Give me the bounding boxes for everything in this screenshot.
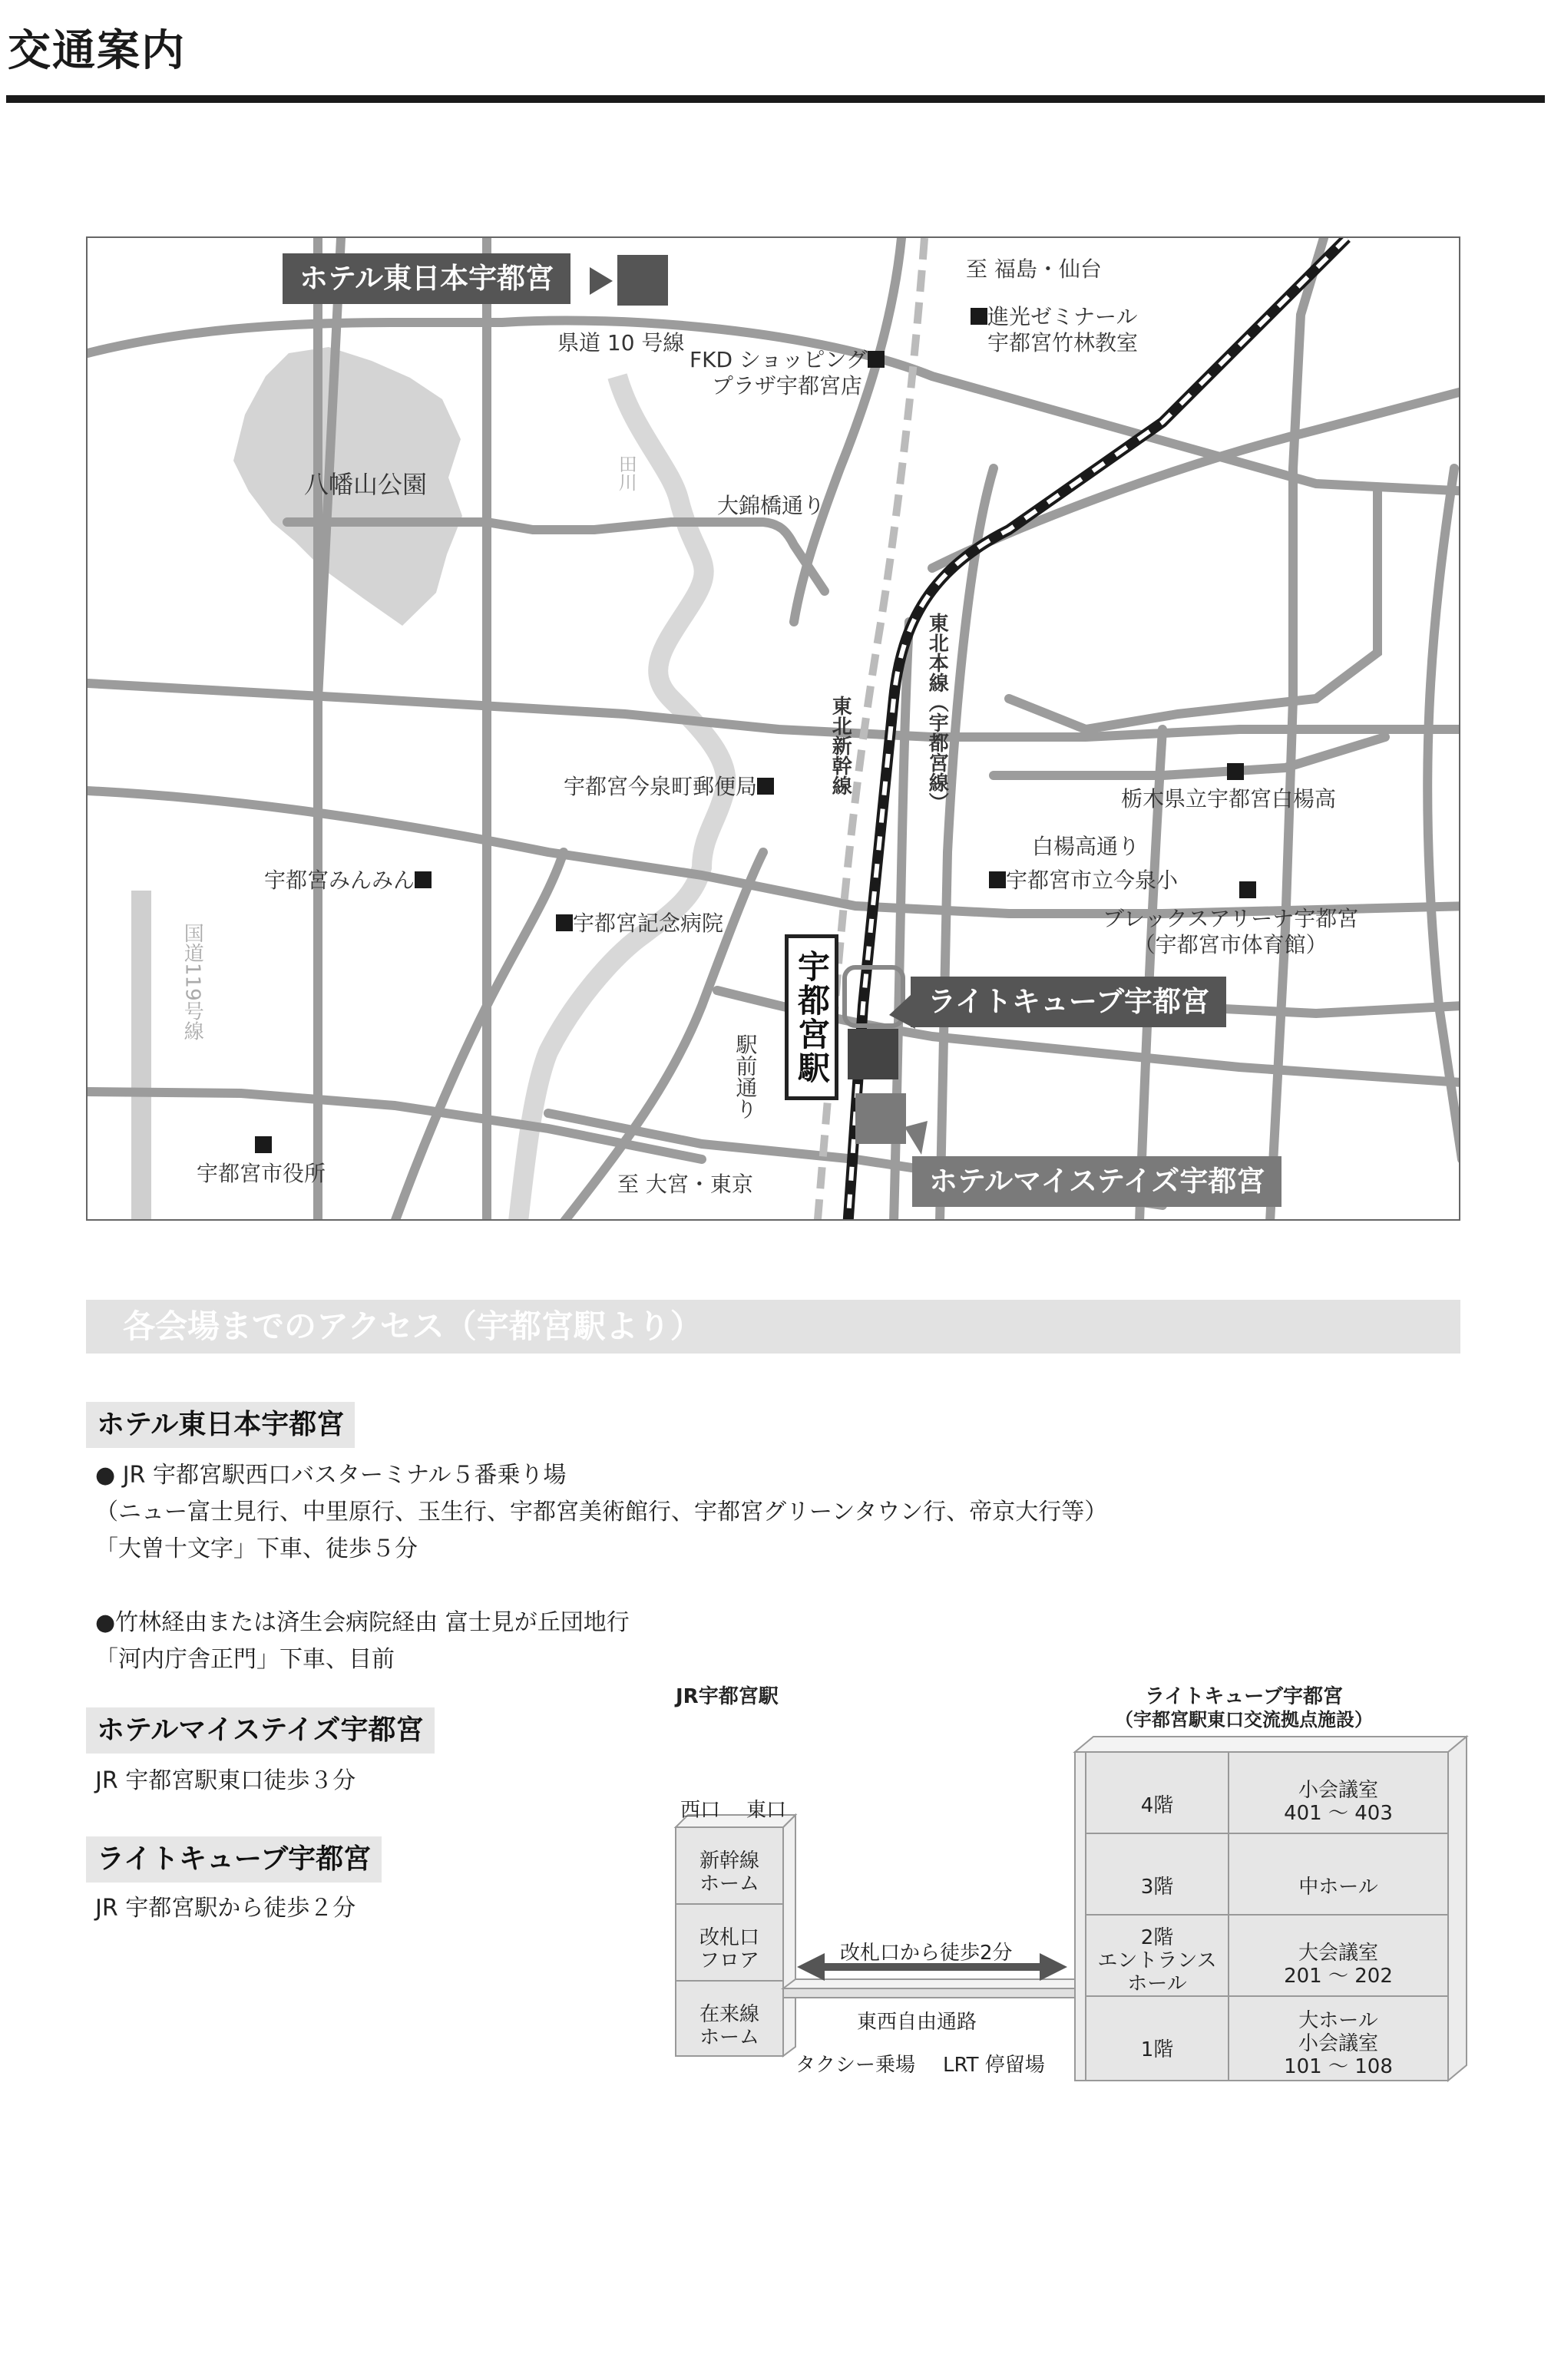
access-section-bar (86, 1300, 1460, 1354)
utsunomiya-station: 宇都宮駅 (785, 934, 838, 1100)
building-floor-4: 4階 (1140, 1794, 1174, 1817)
label-minmin: 宇都宮みんみん (264, 868, 432, 894)
poi-square (971, 308, 987, 325)
access-section-title: 各会場までのアクセス（宇都宮駅より） (123, 1307, 703, 1345)
label-shiroyama-high: 栃木県立宇都宮白楊高 (1121, 786, 1337, 812)
label-prefroad-10: 県道 10 号線 (557, 330, 685, 355)
poi-square-brex (1239, 881, 1256, 898)
building-rooms-3: 中ホール (1298, 1876, 1378, 1899)
building-floor-3: 3階 (1140, 1876, 1174, 1899)
building-top (1075, 1737, 1467, 1752)
label-hakuyo-dori: 白楊高通り (1032, 834, 1140, 859)
label-hachiman-park: 八幡山公園 (304, 470, 428, 499)
diagram-lc-title: ライトキューブ宇都宮 （宇都宮駅東口交流拠点施設） (1115, 1685, 1373, 1730)
label-memorial-hospital: 宇都宮記念病院 (556, 911, 723, 937)
building-side (1448, 1737, 1467, 2081)
label-river: 田川 (615, 455, 637, 491)
label-to-fukushima: 至 福島・仙台 (966, 256, 1102, 282)
label-tohoku-shinkansen: 東北新幹線 (828, 696, 852, 795)
station-block-side (783, 1815, 795, 2056)
poi-square (415, 871, 432, 888)
mystays-pointer (904, 1121, 928, 1155)
diagram-east-exit: 東口 (746, 1799, 787, 1822)
diagram-walk-label: 改札口から徒歩2分 (840, 1942, 1013, 1965)
building-rooms-4: 小会議室 401 ～ 403 (1284, 1779, 1393, 1825)
label-ekimae-dori: 駅前通り (733, 1033, 759, 1119)
hotel-east-pointer (590, 267, 613, 295)
venue-info-mystays: JR 宇都宮駅東口徒歩３分 (95, 1767, 356, 1794)
hotel-east-marker (617, 255, 668, 306)
building-rooms-1: 大ホール 小会議室 101 ～ 108 (1284, 2009, 1393, 2078)
poi-square-city-hall (255, 1136, 272, 1153)
diagram-lrt-label: LRT 停留場 (943, 2054, 1045, 2077)
station-floor-gate: 改札口 フロア (699, 1926, 759, 1972)
building-front-left (1075, 1752, 1086, 2081)
diagram-taxi-label: タクシー乗場 (795, 2054, 916, 2077)
mystays-tag: ホテルマイステイズ宇都宮 (912, 1156, 1281, 1207)
hotel-east-tag: ホテル東日本宇都宮 (283, 253, 570, 304)
diagram-jr-title: JR宇都宮駅 (676, 1685, 779, 1708)
poi-square (757, 778, 774, 795)
station-floor-shinkansen: 新幹線 ホーム (699, 1849, 759, 1896)
diagram-corridor-label: 東西自由通路 (857, 2011, 977, 2034)
title-rule (6, 95, 1545, 103)
light-cube-marker (848, 1029, 898, 1079)
label-brex-arena: ブレックスアリーナ宇都宮 （宇都宮市体育館） (1103, 906, 1359, 957)
poi-square-shiroyama (1227, 763, 1244, 780)
corridor-front (783, 1988, 1075, 1998)
label-city-hall: 宇都宮市役所 (197, 1161, 326, 1186)
corridor (783, 1979, 1087, 1988)
building-rooms-2: 大会議室 201 ～ 202 (1284, 1942, 1393, 1988)
poi-square (868, 351, 885, 368)
label-imaizumi-post: 宇都宮今泉町郵便局 (564, 774, 774, 800)
station-floor-local: 在来線 ホーム (699, 2003, 759, 2049)
venue-heading-light-cube: ライトキューブ宇都宮 (86, 1836, 382, 1883)
label-fkd-shopping: FKD ショッピング プラザ宇都宮店 (690, 347, 885, 398)
page-title: 交通案内 (8, 26, 186, 76)
diagram-west-exit: 西口 (680, 1799, 721, 1822)
label-onishiki-dori: 大錦橋通り (717, 493, 825, 518)
access-map (86, 236, 1460, 1221)
building-floor-2: 2階 エントランス ホール (1097, 1926, 1217, 1995)
light-cube-tag: ライトキューブ宇都宮 (911, 977, 1226, 1027)
poi-square (989, 871, 1006, 888)
label-route-119: 国道119号線 (180, 923, 204, 1041)
venue-info-light-cube: JR 宇都宮駅から徒歩２分 (95, 1895, 356, 1922)
label-tohoku-main: 東北本線（宇都宮線） (925, 613, 949, 812)
venue-info-hotel-east: ● JR 宇都宮駅西口バスターミナル５番乗り場 （ニュー富士見行、中里原行、玉生行、宇都宮美術館行、宇都宮グリーンタウン行、帝京大行等） 「大曽十文字」下車、徒歩５分 ●竹林経由または済生会病院経由 富士見が丘団地行 「河内庁舎正門」下車、目前 (95, 1462, 1108, 1673)
mystays-marker (855, 1093, 906, 1144)
building-floor-1: 1階 (1140, 2038, 1174, 2061)
label-imaizumi-elem: 宇都宮市立今泉小 (989, 868, 1178, 894)
venue-heading-mystays: ホテルマイステイズ宇都宮 (86, 1707, 435, 1754)
label-shinko-seminar: 進光ゼミナール 宇都宮竹林教室 (971, 304, 1138, 355)
poi-square (556, 914, 573, 931)
venue-heading-hotel-east: ホテル東日本宇都宮 (86, 1402, 355, 1448)
label-to-omiya: 至 大宮・東京 (617, 1172, 753, 1197)
